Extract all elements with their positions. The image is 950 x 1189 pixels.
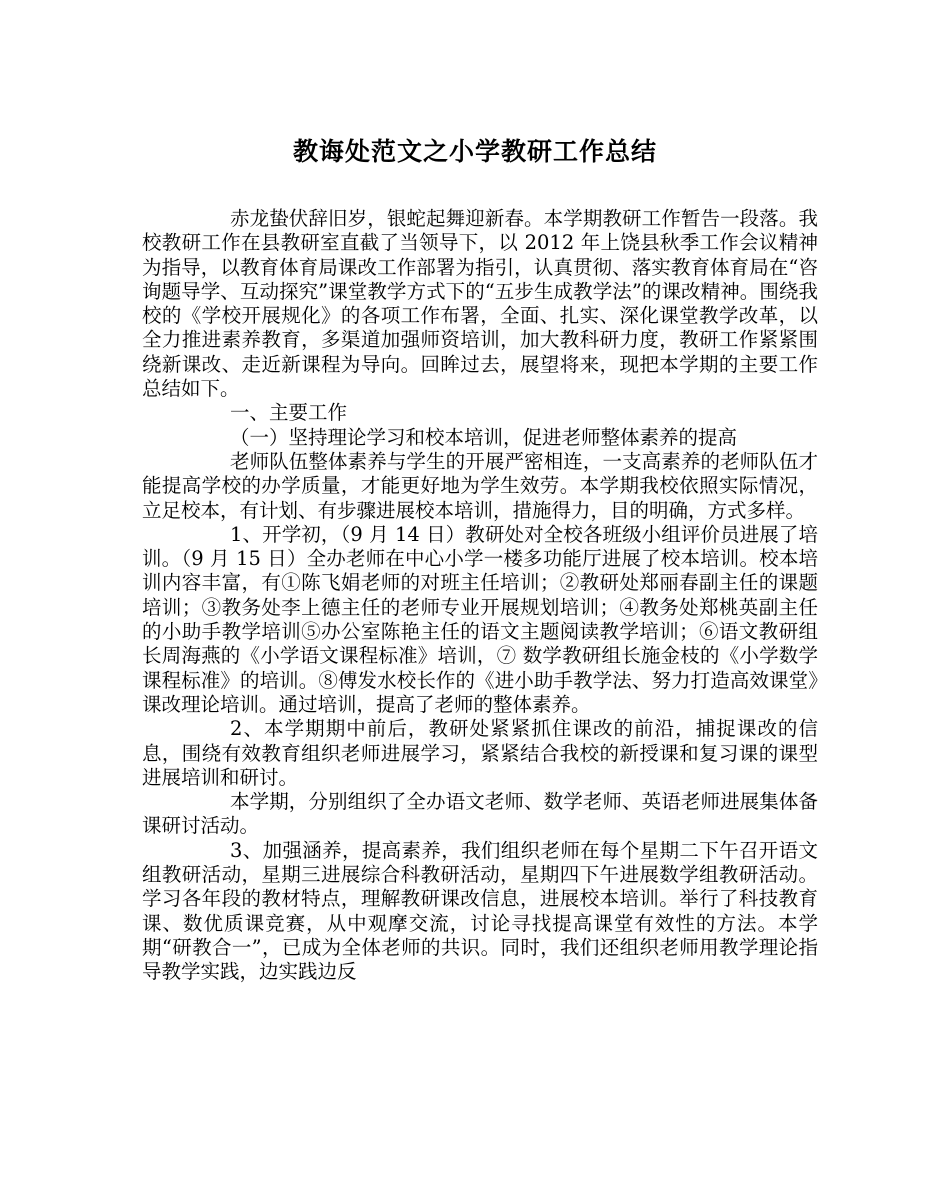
training-item-2-paragraph: 2、本学期期中前后，教研处紧紧抓住课改的前沿，捕捉课改的信息，围绕有效教育组织老师进展学习，紧紧结合我校的新授课和复习课的课型进展培训和研讨。 (142, 717, 818, 789)
training-item-1-paragraph: 1、开学初，（9 月 14 日）教研处对全校各班级小组评价员进展了培训。（9 月 15 日）全办老师在中心小学一楼多功能厅进展了校本培训。校本培训内容丰富，有①陈飞娟老师的对班主任培训；②教研处郑丽春副主任的课题培训；③教务处李上德主任的老师专业开展规划培训；④教务处郑桃英副主任的小助手教学培训⑤办公室陈艳主任的语文主题阅读教学培训；⑥语文教研组长周海燕的《小学语文课程标准》培训，⑦ 数学教研组长施金枝的《小学数学课程标准》的培训。⑧傅发水校长作的《进小助手教学法、努力打造高效课堂》课改理论培训。通过培训，提高了老师的整体素养。 (142, 522, 818, 716)
training-item-3-paragraph: 3、加强涵养，提高素养，我们组织老师在每个星期二下午召开语文组教研活动，星期三进展综合科教研活动，星期四下午进展数学组教研活动。学习各年段的教材特点，理解教研课改信息，进展校本培训。举行了科技教育课、数优质课竞赛，从中观摩交流，讨论寻找提高课堂有效性的方法。本学期“研教合一”，已成为全体老师的共识。同时，我们还组织老师用教学理论指导教学实践，边实践边反 (142, 838, 818, 984)
document-title: 教诲处范文之小学教研工作总结 (292, 137, 657, 166)
section-heading-main-work: 一、主要工作 (230, 401, 348, 425)
document-body (142, 207, 818, 985)
teacher-quality-paragraph: 老师队伍整体素养与学生的开展严密相连，一支高素养的老师队伍才能提高学校的办学质量，才能更好地为学生效劳。本学期我校依照实际情况，立足校本，有计划、有步骤进展校本培训，措施得力，目的明确，方式多样。 (142, 449, 818, 522)
subsection-heading-1: （一）坚持理论学习和校本培训，促进老师整体素养的提高 (230, 425, 738, 449)
collective-prep-paragraph: 本学期，分别组织了全办语文老师、数学老师、英语老师进展集体备课研讨活动。 (142, 790, 818, 838)
intro-paragraph: 赤龙蛰伏辞旧岁，银蛇起舞迎新春。本学期教研工作暂告一段落。我校教研工作在县教研室直截了当领导下，以 2012 年上饶县秋季工作会议精神为指导，以教育体育局课改工作部署为指引，认真贯彻、落实教育体育局在“咨询题导学、互动探究”课堂教学方式下的“五步生成教学法”的课改精神。围绕我校的《学校开展规化》的各项工作布署，全面、扎实、深化课堂教学改革，以全力推进素养教育，多渠道加强师资培训，加大教科研力度，教研工作紧紧围绕新课改、走近新课程为导向。回眸过去，展望将来，现把本学期的主要工作总结如下。 (142, 207, 818, 401)
